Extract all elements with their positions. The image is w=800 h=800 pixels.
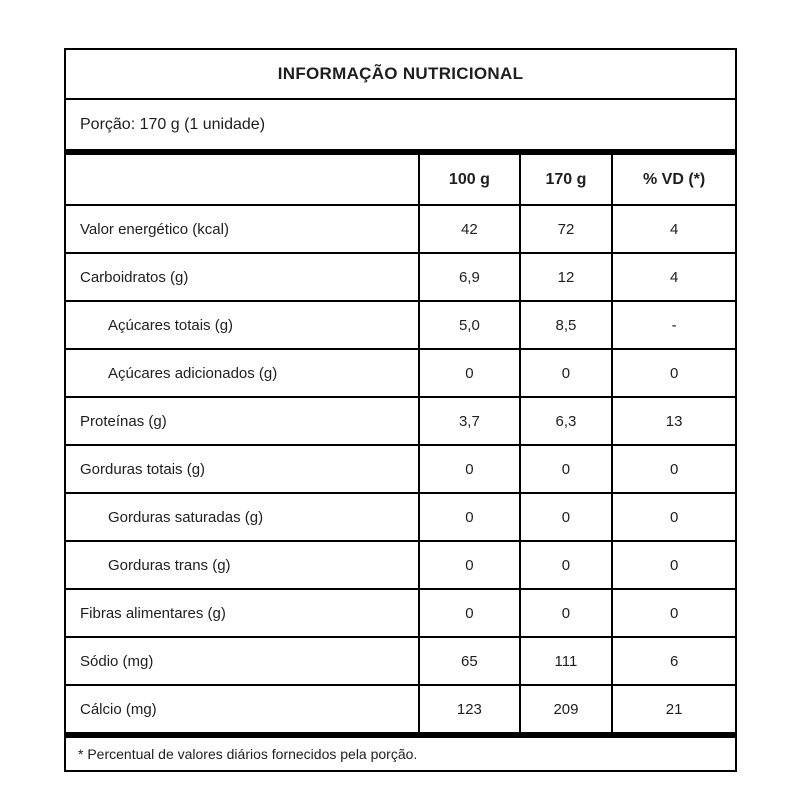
table-title: INFORMAÇÃO NUTRICIONAL [65, 49, 736, 99]
row-value-100g: 0 [419, 589, 520, 637]
row-label: Sódio (mg) [65, 637, 419, 685]
row-label: Açúcares adicionados (g) [65, 349, 419, 397]
row-label: Proteínas (g) [65, 397, 419, 445]
row-label: Carboidratos (g) [65, 253, 419, 301]
footnote: * Percentual de valores diários fornecidos pela porção. [78, 746, 418, 762]
column-header-blank [65, 152, 419, 205]
table-row [65, 493, 736, 541]
row-value-vd: - [612, 301, 736, 349]
nutrition-facts-table [64, 48, 737, 772]
row-label: Cálcio (mg) [65, 685, 419, 735]
row-label: Fibras alimentares (g) [65, 589, 419, 637]
row-value-vd: 4 [612, 205, 736, 253]
table-row [65, 253, 736, 301]
table-row [65, 589, 736, 637]
row-value-100g: 6,9 [419, 253, 520, 301]
table-row [65, 301, 736, 349]
row-value-vd: 6 [612, 637, 736, 685]
row-value-100g: 3,7 [419, 397, 520, 445]
row-value-100g: 0 [419, 541, 520, 589]
row-value-100g: 65 [419, 637, 520, 685]
table-row [65, 541, 736, 589]
row-value-100g: 42 [419, 205, 520, 253]
row-value-vd: 0 [612, 493, 736, 541]
row-value-vd: 0 [612, 349, 736, 397]
row-value-170g: 0 [520, 445, 613, 493]
serving-size: Porção: 170 g (1 unidade) [65, 99, 736, 152]
row-value-vd: 0 [612, 445, 736, 493]
row-value-100g: 0 [419, 349, 520, 397]
row-value-170g: 209 [520, 685, 613, 735]
row-value-170g: 0 [520, 541, 613, 589]
table-row [65, 685, 736, 735]
row-label: Valor energético (kcal) [65, 205, 419, 253]
row-value-170g: 8,5 [520, 301, 613, 349]
column-header-170g: 170 g [520, 152, 613, 205]
row-label: Gorduras saturadas (g) [65, 493, 419, 541]
serving-row [65, 99, 736, 152]
row-label: Gorduras totais (g) [65, 445, 419, 493]
row-value-100g: 5,0 [419, 301, 520, 349]
column-header-row [65, 152, 736, 205]
table-row [65, 637, 736, 685]
row-value-170g: 111 [520, 637, 613, 685]
row-value-100g: 123 [419, 685, 520, 735]
row-label: Açúcares totais (g) [65, 301, 419, 349]
row-value-vd: 13 [612, 397, 736, 445]
row-value-vd: 4 [612, 253, 736, 301]
table-title-row [65, 49, 736, 99]
row-label: Gorduras trans (g) [65, 541, 419, 589]
row-value-vd: 0 [612, 541, 736, 589]
table-row [65, 349, 736, 397]
column-header-vd: % VD (*) [612, 152, 736, 205]
row-value-170g: 0 [520, 589, 613, 637]
table-row [65, 205, 736, 253]
row-value-170g: 0 [520, 493, 613, 541]
row-value-100g: 0 [419, 445, 520, 493]
row-value-170g: 6,3 [520, 397, 613, 445]
table-body [65, 205, 736, 735]
row-value-vd: 21 [612, 685, 736, 735]
row-value-170g: 72 [520, 205, 613, 253]
table-row [65, 397, 736, 445]
row-value-170g: 0 [520, 349, 613, 397]
row-value-100g: 0 [419, 493, 520, 541]
table-row [65, 445, 736, 493]
column-header-100g: 100 g [419, 152, 520, 205]
row-value-170g: 12 [520, 253, 613, 301]
row-value-vd: 0 [612, 589, 736, 637]
footnote-row [65, 735, 736, 771]
